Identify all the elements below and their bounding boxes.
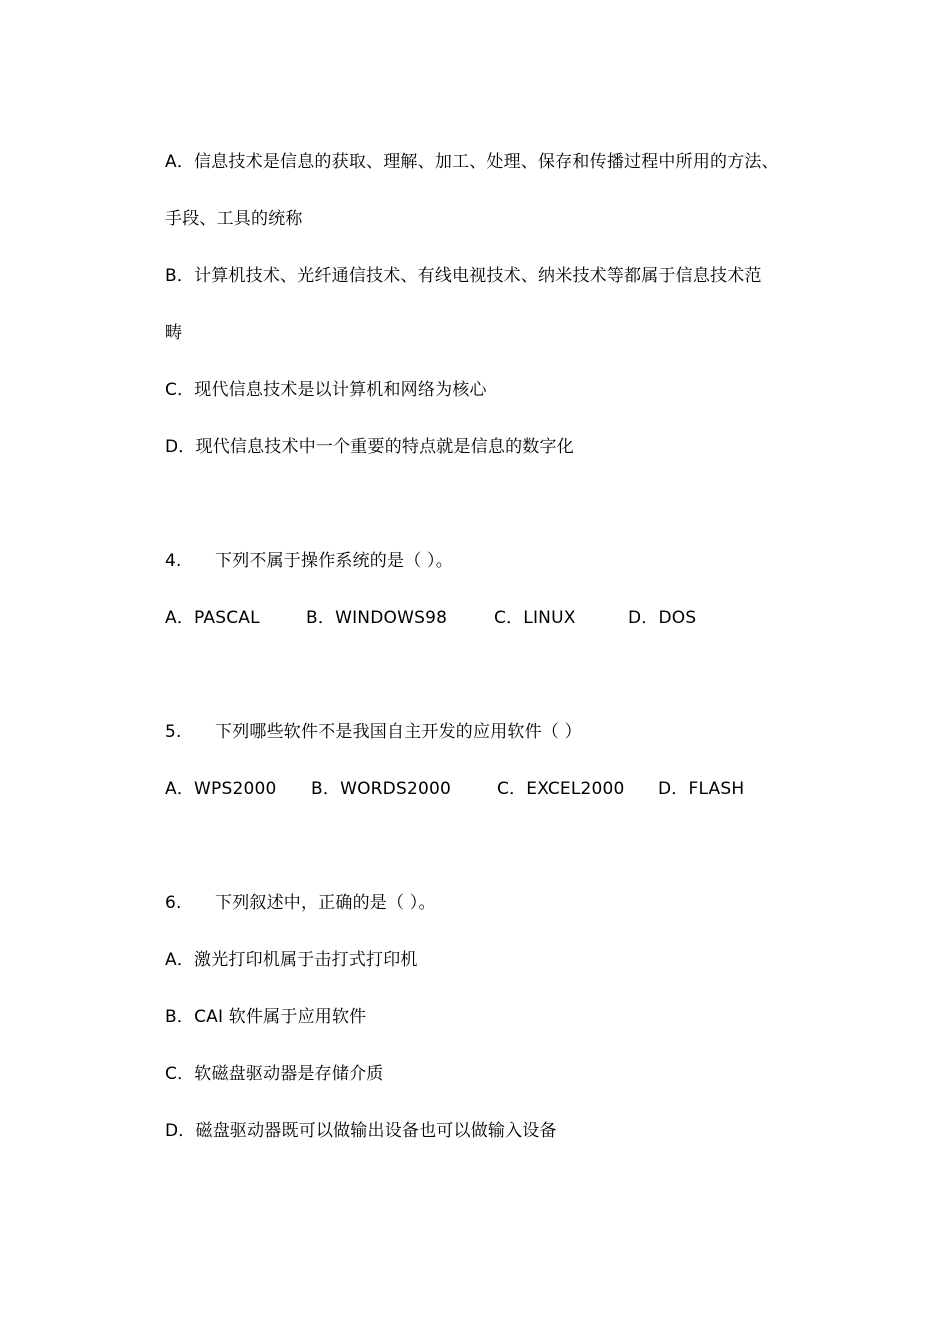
q5-number: 5. [165,722,182,742]
q4-option-a: A．PASCAL [165,608,260,628]
q5-stem: 下列哪些软件不是我国自主开发的应用软件（ ） [215,722,582,742]
q3-option-c: C．现代信息技术是以计算机和网络为核心 [165,380,487,400]
q6-stem: 下列叙述中，正确的是（ ）。 [215,893,436,913]
q6-question [165,892,436,914]
q3-option-a-line1: A．信息技术是信息的获取、理解、加工、处理、保存和传播过程中所用的方法、 [165,152,779,172]
q3-option-b-line1: B．计算机技术、光纤通信技术、有线电视技术、纳米技术等都属于信息技术范 [165,266,762,286]
q4-stem: 下列不属于操作系统的是（ ）。 [215,551,453,571]
q4-option-d: D．DOS [628,608,697,628]
q5-option-a: A．WPS2000 [165,779,277,799]
q5-question [165,721,582,743]
q3-option-a-line2: 手段、工具的统称 [165,209,303,229]
q5-option-c: C．EXCEL2000 [497,779,625,799]
q5-option-b: B．WORDS2000 [311,779,452,799]
q3-option-b-line2: 畴 [165,323,183,343]
q3-option-d: D．现代信息技术中一个重要的特点就是信息的数字化 [165,437,574,457]
q4-question [165,550,453,572]
q4-option-b: B．WINDOWS98 [306,608,448,628]
q4-option-c: C．LINUX [494,608,576,628]
q5-option-d: D．FLASH [658,779,745,799]
q6-number: 6. [165,893,182,913]
q6-option-c: C．软磁盘驱动器是存储介质 [165,1064,384,1084]
q6-option-d: D．磁盘驱动器既可以做输出设备也可以做输入设备 [165,1121,557,1141]
q4-number: 4. [165,551,182,571]
q6-option-b: B．CAI 软件属于应用软件 [165,1007,367,1027]
q6-option-a: A．激光打印机属于击打式打印机 [165,950,418,970]
